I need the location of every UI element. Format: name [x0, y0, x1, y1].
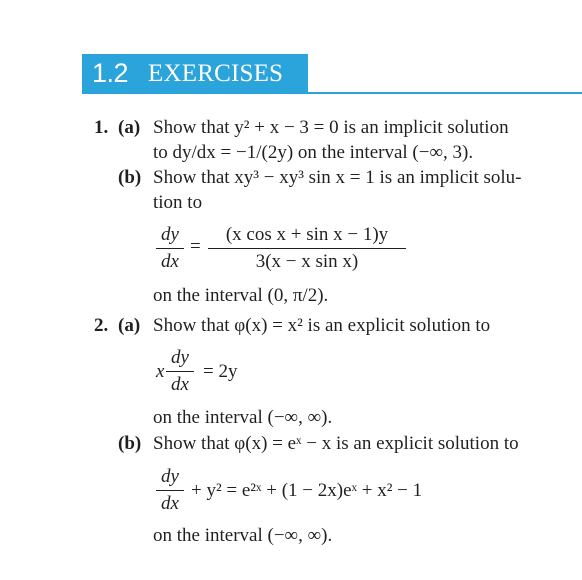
interval-text: on the interval (0, π/2).: [153, 285, 329, 306]
section-number: 1.2: [92, 58, 129, 88]
fraction-denominator: dx: [161, 251, 179, 273]
part-label: (a): [118, 117, 141, 138]
fraction-denominator: 3(x − x sin x): [255, 251, 359, 273]
exercise-number: 1.: [94, 117, 109, 138]
exercise-text: to dy/dx = −1/(2y) on the interval (−∞, 3).: [153, 142, 474, 163]
part-label: (b): [118, 433, 142, 454]
exercise-text: Show that φ(x) = x² is an explicit solution to: [153, 315, 491, 336]
exercise-text: tion to: [153, 192, 203, 213]
exercise-number: 2.: [94, 315, 109, 336]
fraction-derivative: [166, 347, 194, 396]
part-label: (b): [118, 167, 142, 188]
fraction-denominator: dx: [161, 493, 179, 515]
exercise-text: Show that φ(x) = eˣ − x is an explicit solution to: [153, 433, 519, 454]
equation-coefficient: x: [156, 361, 165, 382]
fraction-numerator: dy: [161, 224, 179, 245]
part-label: (a): [118, 315, 141, 336]
equation-rhs: + y² = e²ˣ + (1 − 2x)eˣ + x² − 1: [191, 480, 423, 501]
fraction-derivative: [156, 466, 184, 515]
section-header-rule: [82, 92, 582, 94]
exercise-text: Show that xy³ − xy³ sin x = 1 is an implicit solu-: [153, 167, 522, 188]
interval-text: on the interval (−∞, ∞).: [153, 525, 333, 546]
fraction-bar: [166, 371, 194, 372]
fraction-bar: [156, 490, 184, 491]
equals-sign: =: [190, 236, 201, 257]
equation-rhs: = 2y: [203, 361, 238, 382]
section-title: EXERCISES: [148, 60, 284, 87]
fraction-bar: [208, 248, 406, 249]
fraction-bar: [156, 248, 184, 249]
fraction-numerator: (x cos x + sin x − 1)y: [225, 224, 389, 245]
fraction-numerator: dy: [161, 466, 179, 487]
fraction-rhs: [208, 224, 406, 273]
fraction-denominator: dx: [171, 374, 189, 396]
fraction-lhs: [156, 224, 184, 273]
fraction-numerator: dy: [171, 347, 189, 368]
interval-text: on the interval (−∞, ∞).: [153, 407, 333, 428]
exercise-text: Show that y² + x − 3 = 0 is an implicit solution: [153, 117, 509, 138]
